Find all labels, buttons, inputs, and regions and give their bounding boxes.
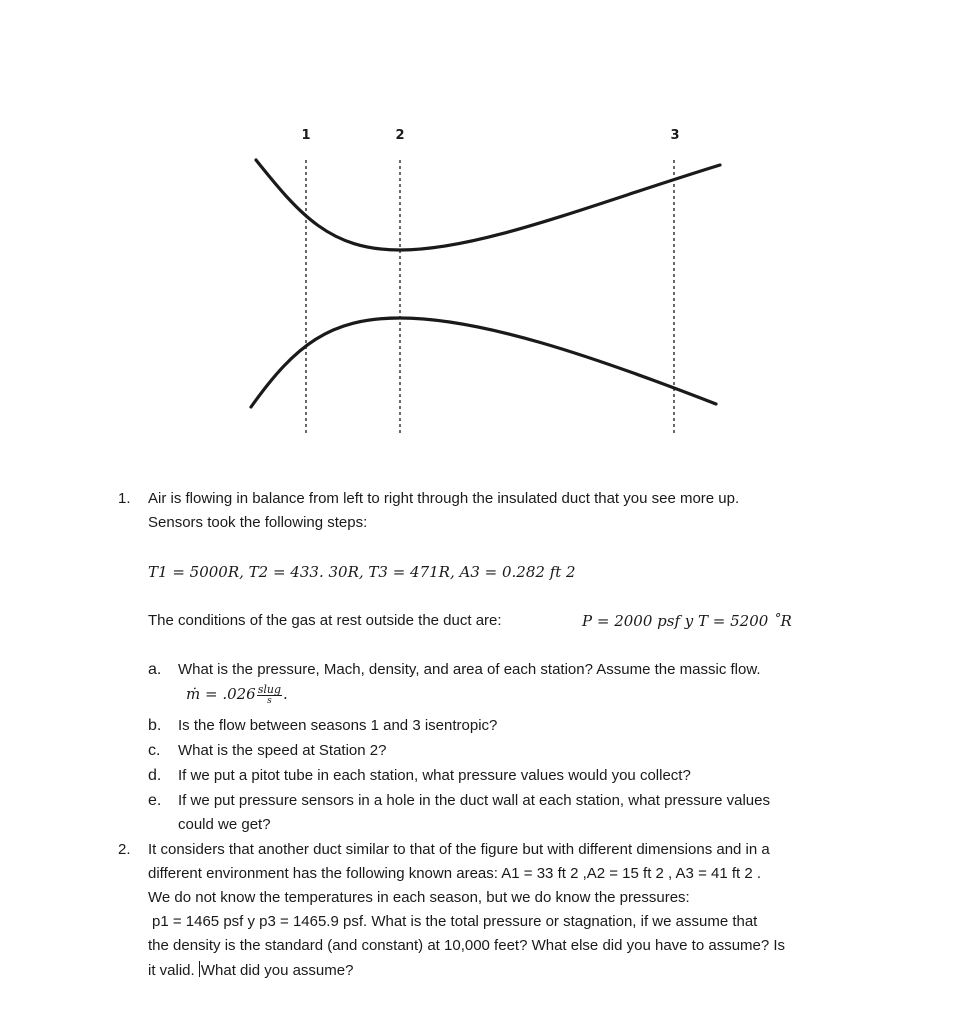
part-a-text: What is the pressure, Mach, density, and area of each station? Assume the massic flow. <box>178 661 761 678</box>
problem-1-intro-line1: Air is flowing in balance from left to right through the insulated duct that you see more up. <box>148 490 740 507</box>
part-d-letter: d. <box>148 767 162 784</box>
duct-figure <box>0 0 975 460</box>
problem-2-line4: p1 = 1465 psf y p3 = 1465.9 psf. What is the total pressure or stagnation, if we assume that <box>152 913 758 930</box>
duct-lower-wall <box>251 318 716 407</box>
problem-1-intro-line2: Sensors took the following steps: <box>148 514 368 531</box>
massflow-equation <box>186 684 288 706</box>
part-c-text: What is the speed at Station 2? <box>178 742 387 759</box>
station-1-label: 1 <box>301 128 311 143</box>
problem-2-number: 2. <box>118 841 131 858</box>
part-e-letter: e. <box>148 792 162 809</box>
problem-2-line6 <box>148 961 353 981</box>
problem-2-line2: different environment has the following known areas: A1 = 33 ft 2 ,A2 = 15 ft 2 , A3 = 41 ft 2 . <box>148 865 762 882</box>
part-c-letter: c. <box>148 742 161 759</box>
massflow-denominator: s <box>267 695 272 706</box>
part-a-letter: a. <box>148 661 162 678</box>
massflow-lhs: ṁ = .026 <box>186 685 256 703</box>
part-b-letter: b. <box>148 717 162 734</box>
text-cursor <box>199 961 200 977</box>
massflow-unit-fraction <box>257 682 282 706</box>
problem-1-measurements: T1 = 5000R, T2 = 433. 30R, T3 = 471R, A3 = 0.282 ft 2 <box>148 563 576 581</box>
problem-1-conditions-text: The conditions of the gas at rest outside the duct are: <box>148 612 502 629</box>
problem-1-number: 1. <box>118 490 131 507</box>
part-e-text-cont: could we get? <box>178 816 271 833</box>
station-3-label: 3 <box>670 128 680 143</box>
problem-2-line1: It considers that another duct similar to that of the figure but with different dimensions and in a <box>148 841 770 858</box>
duct-upper-wall <box>256 160 720 250</box>
massflow-numerator: slug <box>257 682 282 696</box>
problem-2-line6b: What did you assume? <box>200 962 354 979</box>
massflow-end: . <box>283 685 288 703</box>
problem-2-line3: We do not know the temperatures in each season, but we do know the pressures: <box>148 889 690 906</box>
station-2-label: 2 <box>395 128 405 143</box>
part-d-text: If we put a pitot tube in each station, what pressure values would you collect? <box>178 767 691 784</box>
part-b-text: Is the flow between seasons 1 and 3 isentropic? <box>178 717 498 734</box>
problem-1-conditions-values: P = 2000 psf y T = 5200 ˚R <box>582 612 792 630</box>
problem-2-line5: the density is the standard (and constant) at 10,000 feet? What else did you have to assume? Is <box>148 937 786 954</box>
problem-2-line6a: it valid. <box>148 962 195 979</box>
part-e-text: If we put pressure sensors in a hole in the duct wall at each station, what pressure values <box>178 792 770 809</box>
